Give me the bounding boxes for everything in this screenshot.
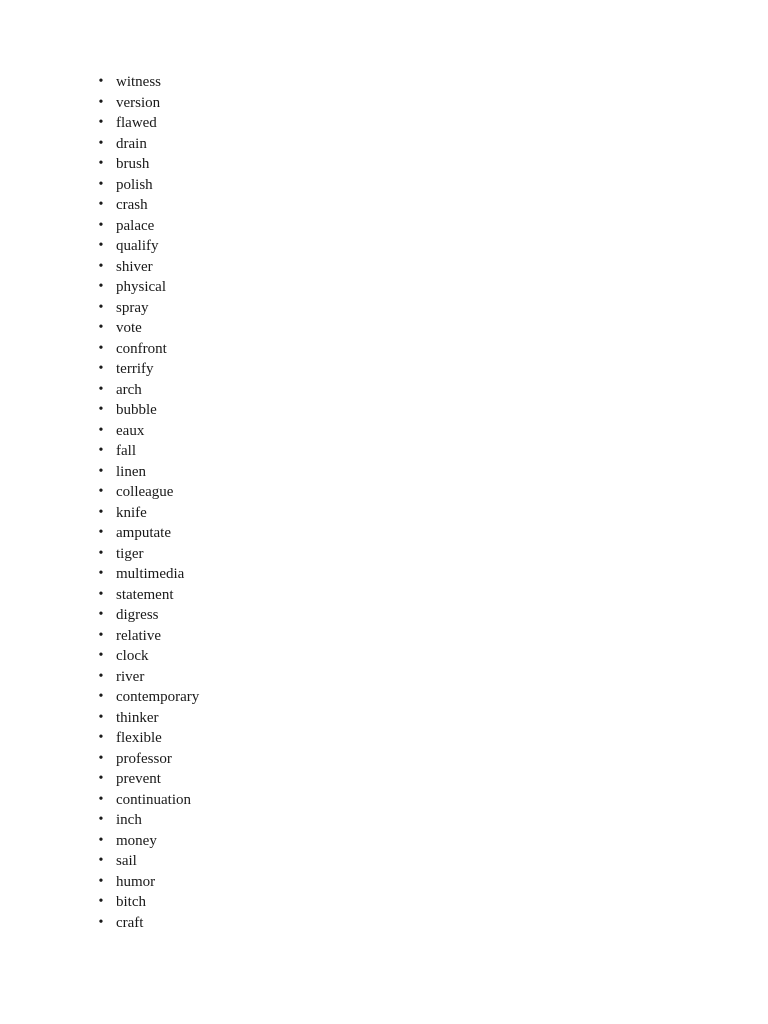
list-item-text: shiver [116,258,153,275]
list-item [97,605,199,626]
list-item [97,851,199,872]
list-item [97,400,199,421]
list-item-text: river [116,668,145,685]
bullet-icon: • [98,586,104,602]
bullet-icon: • [98,402,104,417]
list-item-text: prevent [116,771,161,787]
list-item-text: terrify [116,361,154,377]
word-list [97,72,199,933]
list-item [97,134,199,155]
list-item-text: flawed [116,115,157,131]
bullet-icon: • [98,648,104,663]
list-item [97,523,199,544]
bullet-icon: • [98,115,104,130]
bullet-icon: • [98,730,104,745]
list-item [97,277,199,298]
bullet-icon: • [98,853,104,868]
list-item [97,195,199,216]
list-item-text: crash [116,197,148,213]
list-item [97,380,199,401]
list-item [97,749,199,770]
list-item [97,236,199,257]
list-item-text: contemporary [116,689,200,705]
list-item [97,339,199,360]
list-item [97,318,199,339]
list-item-text: confront [116,340,167,357]
bullet-icon: • [98,340,104,356]
list-item-text: craft [116,914,144,931]
list-item [97,687,199,708]
list-item-text: version [116,94,161,111]
list-item-text: arch [116,381,142,398]
bullet-icon: • [98,217,104,233]
list-item [97,728,199,749]
bullet-icon: • [98,443,104,458]
list-item [97,359,199,380]
list-item-text: digress [116,607,159,623]
bullet-icon: • [98,812,104,827]
list-item-text: spray [116,299,149,316]
list-item-text: colleague [116,484,174,500]
list-item [97,421,199,442]
list-item-text: sail [116,853,137,869]
list-item-text: multimedia [116,566,185,582]
list-item [97,441,199,462]
list-item [97,544,199,565]
bullet-icon: • [98,504,104,520]
bullet-icon: • [98,545,104,561]
bullet-icon: • [98,689,104,704]
list-item-text: vote [116,320,142,336]
list-item [97,216,199,237]
list-item [97,72,199,93]
list-item [97,503,199,524]
list-item-text: flexible [116,730,162,746]
bullet-icon: • [98,525,104,540]
list-item-text: tiger [116,545,144,562]
list-item [97,708,199,729]
list-item [97,646,199,667]
bullet-icon: • [98,320,104,335]
bullet-icon: • [98,381,104,397]
list-item-text: thinker [116,709,159,726]
bullet-icon: • [98,709,104,725]
list-item [97,113,199,134]
list-item-text: bubble [116,402,157,418]
list-item [97,585,199,606]
bullet-icon: • [98,791,104,807]
list-item [97,257,199,278]
bullet-icon: • [98,914,104,930]
bullet-icon: • [98,74,104,89]
list-item-text: relative [116,627,161,644]
list-item-text: statement [116,586,174,603]
list-item-text: clock [116,648,149,664]
bullet-icon: • [98,361,104,376]
list-item-text: linen [116,463,146,480]
list-item [97,482,199,503]
bullet-icon: • [98,484,104,499]
bullet-icon: • [98,176,104,192]
list-item-text: professor [116,750,172,767]
bullet-icon: • [98,463,104,479]
bullet-icon: • [98,894,104,909]
list-item [97,810,199,831]
list-item [97,769,199,790]
list-item-text: humor [116,873,156,890]
list-item [97,626,199,647]
list-item [97,564,199,585]
list-item-text: amputate [116,525,171,541]
bullet-icon: • [98,258,104,274]
list-item-text: polish [116,176,153,193]
list-item-text: knife [116,504,147,521]
bullet-icon: • [98,299,104,315]
list-item [97,298,199,319]
list-item [97,462,199,483]
bullet-icon: • [98,422,104,438]
list-item [97,831,199,852]
list-item [97,175,199,196]
bullet-icon: • [98,238,104,253]
list-item-text: qualify [116,238,159,254]
bullet-icon: • [98,135,104,151]
bullet-icon: • [98,873,104,889]
bullet-icon: • [98,607,104,622]
list-item-text: fall [116,443,136,459]
list-item-text: continuation [116,791,191,808]
list-item [97,872,199,893]
bullet-icon: • [98,197,104,212]
list-item [97,913,199,934]
list-item [97,892,199,913]
list-item-text: brush [116,156,150,172]
list-item-text: palace [116,217,155,234]
list-item [97,154,199,175]
list-item-text: witness [116,74,161,90]
list-item-text: eaux [116,422,145,439]
bullet-icon: • [98,832,104,848]
list-item [97,667,199,688]
list-item-text: inch [116,812,142,828]
bullet-icon: • [98,668,104,684]
bullet-icon: • [98,771,104,786]
bullet-icon: • [98,94,104,110]
bullet-icon: • [98,627,104,643]
bullet-icon: • [98,566,104,581]
list-item-text: money [116,832,157,849]
list-item-text: drain [116,135,147,152]
bullet-icon: • [98,279,104,294]
bullet-icon: • [98,156,104,171]
list-item [97,790,199,811]
list-item-text: physical [116,279,166,295]
bullet-icon: • [98,750,104,766]
list-item [97,93,199,114]
list-item-text: bitch [116,894,146,910]
